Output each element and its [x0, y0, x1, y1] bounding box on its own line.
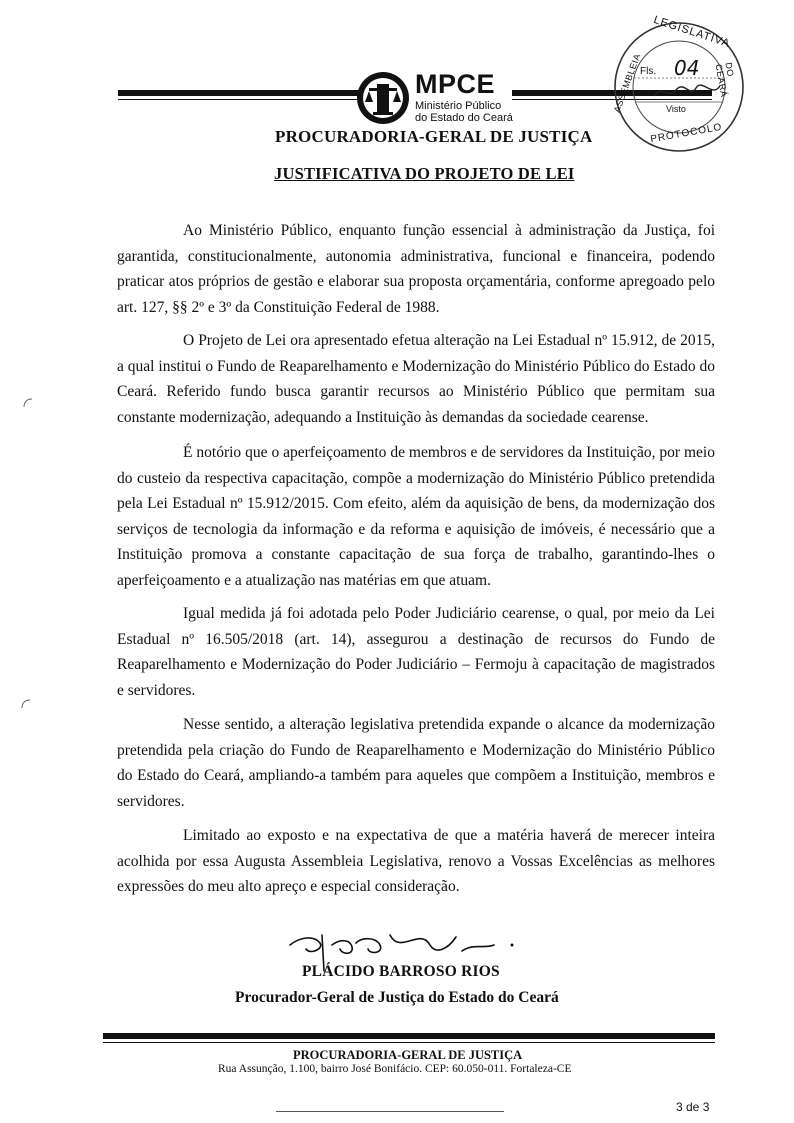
footer-address: Rua Assunção, 1.100, bairro José Bonifácio. CEP: 60.050-011. Fortaleza-CE — [218, 1063, 572, 1075]
stamp-fls-value: 04 — [674, 56, 700, 80]
footer-org-name: PROCURADORIA-GERAL DE JUSTIÇA — [293, 1048, 523, 1062]
bottom-divider — [276, 1111, 504, 1112]
stamp-initials-scribble — [652, 82, 722, 102]
stamp-right-arc: DO CEARÁ — [713, 61, 736, 99]
logo-line1: Ministério Público — [415, 100, 502, 112]
stamp-bottom-arc: PROTOCOLO — [649, 121, 724, 146]
mpce-emblem-icon — [355, 70, 411, 126]
paragraph-4: Igual medida já foi adotada pelo Poder Judiciário cearense, o qual, por meio da Lei Estadual nº 16.505/2018 (art. 14), assegurou a destinação de recursos do Fundo de Reaparelhamento e Modernização do Poder Judiciário – Fermoju à capacitação de magistrados e servidores. — [117, 605, 715, 699]
header-org-name: PROCURADORIA-GERAL DE JUSTIÇA — [275, 127, 593, 146]
footer-rule-thin — [103, 1042, 715, 1043]
footer-rule — [103, 1033, 715, 1039]
stamp-visto-label: Visto — [666, 104, 686, 114]
paragraph-1: Ao Ministério Público, enquanto função essencial à administração da Justiça, foi garantida, constitucionalmente, autonomia administrativa, funcional e financeira, podendo praticar atos próprios de gestão e elaborar sua proposta orçamentária, conforme apregoado pelo art. 127, §§ 2º e 3º da Constituição Federal de 1988. — [117, 222, 715, 316]
paragraph-6: Limitado ao exposto e na expectativa de que a matéria haverá de merecer inteira acolhida por essa Augusta Assembleia Legislativa, renovo a Vossas Excelências as melhores expressões do meu alto apreço e especial consideração. — [117, 827, 715, 896]
header-rule-left-thin — [118, 99, 362, 100]
page-number: 3 de 3 — [676, 1100, 710, 1114]
margin-mark — [20, 697, 32, 709]
stamp-left-arc: ASSEMBLEIA — [611, 52, 643, 114]
logo-line2: do Estado do Ceará — [415, 112, 513, 124]
protocol-stamp — [610, 13, 748, 156]
stamp-fls-label: Fls. — [640, 66, 657, 77]
stamp-top-arc: LEGISLATIVA — [652, 13, 732, 51]
logo-abbr: MPCE — [415, 69, 496, 99]
margin-mark — [22, 396, 34, 408]
paragraph-3: É notório que o aperfeiçoamento de membros e de servidores da Instituição, por meio do custeio da respectiva capacitação, compõe a modernização do Ministério Público pretendida pela Lei Estadual nº 15.912/2015. Com efeito, além da aquisição de bens, da modernização dos serviços de tecnologia da informação e da reforma e aquisição de imóveis, é necessário que a Instituição promova a constante capacitação de sua força de trabalho, garantindo-lhes o aperfeiçoamento e a atualização nas matérias em que atuam. — [117, 444, 715, 589]
signatory-role: Procurador-Geral de Justiça do Estado do Ceará — [235, 989, 559, 1006]
paragraph-5: Nesse sentido, a alteração legislativa pretendida expande o alcance da modernização pretendida pela criação do Fundo de Reaparelhamento e Modernização do Ministério Público do Estado do Ceará, ampliando-a também para aqueles que compõem a Instituição, membros e servidores. — [117, 716, 715, 810]
signatory-name: PLÁCIDO BARROSO RIOS — [302, 963, 500, 980]
header-rule-left — [118, 90, 362, 96]
paragraph-2: O Projeto de Lei ora apresentado efetua alteração na Lei Estadual nº 15.912, de 2015, a qual institui o Fundo de Reaparelhamento e Modernização do Ministério Público do Estado do Ceará. Referido fundo busca garantir recursos ao Ministério Público que permitam sua constante modernização, adequando a Instituição às demandas da sociedade cearense. — [117, 332, 715, 426]
document-title: JUSTIFICATIVA DO PROJETO DE LEI — [274, 164, 575, 183]
